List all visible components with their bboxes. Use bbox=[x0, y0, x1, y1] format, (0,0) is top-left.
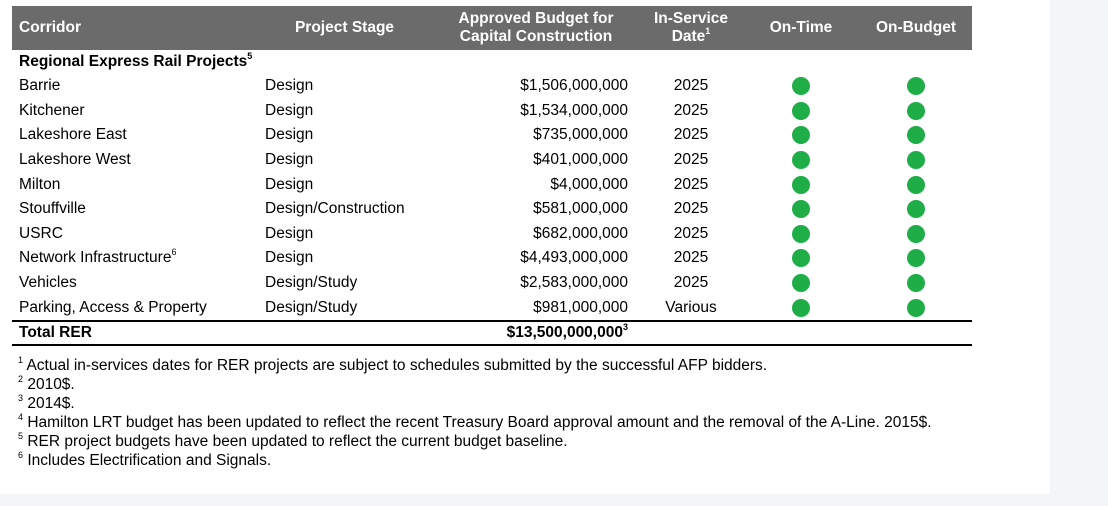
on-budget-cell bbox=[860, 222, 972, 247]
header-date-footnote-ref: 1 bbox=[705, 25, 711, 36]
footnote-text: Actual in-services dates for RER projects are subject to schedules submitted by the successful AFP bidders. bbox=[26, 357, 768, 374]
corridor-cell bbox=[12, 74, 257, 99]
on-time-cell bbox=[742, 197, 860, 222]
footnote bbox=[18, 451, 958, 470]
on-budget-status-dot bbox=[907, 151, 925, 169]
on-time-cell bbox=[742, 148, 860, 173]
project-stage-cell: Design/Study bbox=[265, 298, 358, 316]
header-date-line2: Date bbox=[671, 28, 706, 45]
in-service-date-cell: 2025 bbox=[673, 274, 709, 292]
corridor-footnote-ref: 6 bbox=[171, 247, 177, 258]
corridor-cell bbox=[12, 123, 257, 148]
total-onbudget-empty bbox=[860, 321, 972, 345]
in-service-date-cell: 2025 bbox=[673, 200, 709, 218]
table-row bbox=[12, 148, 972, 173]
on-budget-cell bbox=[860, 123, 972, 148]
on-time-cell bbox=[742, 222, 860, 247]
on-budget-status-dot bbox=[907, 274, 925, 292]
in-service-date-cell: 2025 bbox=[673, 175, 709, 193]
corridor-name: Lakeshore West bbox=[19, 151, 131, 169]
header-corridor: Corridor bbox=[12, 6, 257, 50]
on-time-cell bbox=[742, 172, 860, 197]
section-header-row bbox=[12, 50, 972, 74]
on-budget-cell bbox=[860, 74, 972, 99]
footnote-number: 4 bbox=[18, 411, 24, 422]
table-row bbox=[12, 99, 972, 124]
footnote bbox=[18, 432, 958, 451]
on-time-cell bbox=[742, 271, 860, 296]
corridor-cell bbox=[12, 99, 257, 124]
header-project-stage: Project Stage bbox=[257, 6, 432, 50]
table-row bbox=[12, 123, 972, 148]
on-time-cell bbox=[742, 99, 860, 124]
in-service-date-cell: 2025 bbox=[673, 77, 709, 95]
corridor-name: USRC bbox=[19, 224, 63, 242]
total-budget-footnote-ref: 3 bbox=[622, 321, 628, 332]
corridor-cell bbox=[12, 271, 257, 296]
on-budget-cell bbox=[860, 99, 972, 124]
corridor-cell bbox=[12, 197, 257, 222]
table-row bbox=[12, 271, 972, 296]
footnote-text: Hamilton LRT budget has been updated to reflect the recent Treasury Board approval amount and the removal of the A-Line. 2015$. bbox=[27, 414, 932, 431]
corridor-name: Stouffville bbox=[19, 200, 86, 218]
table-row bbox=[12, 74, 972, 99]
total-stage-empty bbox=[257, 321, 432, 345]
corridor-name: Parking, Access & Property bbox=[19, 298, 207, 316]
project-stage-cell: Design/Construction bbox=[265, 200, 405, 218]
on-time-status-dot bbox=[792, 126, 810, 144]
header-budget-line2: Capital Construction bbox=[459, 28, 613, 45]
header-in-service-date bbox=[640, 6, 742, 50]
total-budget: $13,500,000,000$^3$ bbox=[432, 321, 640, 345]
footnote-number: 5 bbox=[18, 430, 24, 441]
on-time-cell bbox=[742, 123, 860, 148]
corridor-cell bbox=[12, 246, 257, 271]
on-time-cell bbox=[742, 74, 860, 99]
table-row bbox=[12, 222, 972, 247]
footnotes bbox=[18, 356, 958, 470]
on-budget-cell bbox=[860, 246, 972, 271]
footnote-number: 1 bbox=[18, 354, 24, 365]
footnote bbox=[18, 394, 958, 413]
budget-cell: $1,534,000,000 bbox=[520, 101, 628, 119]
footnote-text: Includes Electrification and Signals. bbox=[27, 452, 272, 469]
in-service-date-cell: 2025 bbox=[673, 126, 709, 144]
on-time-status-dot bbox=[792, 200, 810, 218]
project-status-table bbox=[12, 6, 972, 346]
header-approved-budget bbox=[432, 6, 640, 50]
footnote-text: 2010$. bbox=[27, 376, 75, 393]
footnote-number: 3 bbox=[18, 392, 24, 403]
on-time-status-dot bbox=[792, 299, 810, 317]
on-budget-cell bbox=[860, 197, 972, 222]
project-stage-cell: Design bbox=[265, 101, 314, 119]
table-row bbox=[12, 197, 972, 222]
budget-cell: $581,000,000 bbox=[533, 200, 628, 218]
project-stage-cell: Design bbox=[265, 249, 314, 267]
on-time-status-dot bbox=[792, 77, 810, 95]
project-stage-cell: Design bbox=[265, 175, 314, 193]
on-budget-status-dot bbox=[907, 102, 925, 120]
project-stage-cell: Design/Study bbox=[265, 274, 358, 292]
project-stage-cell: Design bbox=[265, 77, 314, 95]
on-time-cell bbox=[742, 246, 860, 271]
corridor-name: Barrie bbox=[19, 77, 61, 95]
corridor-cell bbox=[12, 148, 257, 173]
budget-cell: $735,000,000 bbox=[533, 126, 628, 144]
on-budget-status-dot bbox=[907, 176, 925, 194]
budget-cell: $682,000,000 bbox=[533, 224, 628, 242]
in-service-date-cell: 2025 bbox=[673, 249, 709, 267]
on-time-cell bbox=[742, 295, 860, 321]
project-stage-cell: Design bbox=[265, 151, 314, 169]
footnote-number: 2 bbox=[18, 373, 24, 384]
project-status-table-container bbox=[12, 6, 972, 346]
on-budget-status-dot bbox=[907, 200, 925, 218]
budget-cell: $4,493,000,000 bbox=[520, 249, 628, 267]
budget-cell: $1,506,000,000 bbox=[520, 77, 628, 95]
section-footnote-ref: 5 bbox=[247, 50, 253, 61]
on-time-status-dot bbox=[792, 225, 810, 243]
header-on-time: On-Time bbox=[742, 6, 860, 50]
in-service-date-cell: 2025 bbox=[673, 224, 709, 242]
budget-cell: $2,583,000,000 bbox=[520, 274, 628, 292]
header-budget-line1: Approved Budget for bbox=[458, 10, 614, 27]
on-budget-status-dot bbox=[907, 225, 925, 243]
in-service-date-cell: Various bbox=[665, 298, 717, 316]
on-time-status-dot bbox=[792, 249, 810, 267]
on-budget-status-dot bbox=[907, 299, 925, 317]
corridor-name: Milton bbox=[19, 175, 61, 193]
total-row bbox=[12, 321, 972, 345]
corridor-name: Lakeshore East bbox=[19, 126, 127, 144]
section-title: Regional Express Rail Projects$^5$ bbox=[19, 50, 253, 70]
total-label: Total RER bbox=[12, 321, 257, 345]
corridor-cell bbox=[12, 172, 257, 197]
footnote bbox=[18, 413, 958, 432]
total-ontime-empty bbox=[742, 321, 860, 345]
on-budget-cell bbox=[860, 148, 972, 173]
table-header-row bbox=[12, 6, 972, 50]
project-stage-cell: Design bbox=[265, 126, 314, 144]
on-budget-status-dot bbox=[907, 77, 925, 95]
table-row bbox=[12, 172, 972, 197]
on-budget-cell bbox=[860, 295, 972, 321]
in-service-date-cell: 2025 bbox=[673, 101, 709, 119]
on-budget-cell bbox=[860, 172, 972, 197]
footnote bbox=[18, 375, 958, 394]
on-budget-status-dot bbox=[907, 249, 925, 267]
budget-cell: $4,000,000 bbox=[550, 175, 628, 193]
on-time-status-dot bbox=[792, 102, 810, 120]
header-date-line1: In-Service bbox=[653, 10, 729, 27]
on-time-status-dot bbox=[792, 274, 810, 292]
in-service-date-cell: 2025 bbox=[673, 151, 709, 169]
total-date-empty bbox=[640, 321, 742, 345]
table-row bbox=[12, 295, 972, 321]
budget-cell: $981,000,000 bbox=[533, 298, 628, 316]
on-time-status-dot bbox=[792, 176, 810, 194]
on-time-status-dot bbox=[792, 151, 810, 169]
footnote-number: 6 bbox=[18, 449, 24, 460]
corridor-name: Vehicles bbox=[19, 274, 77, 292]
footnote-text: 2014$. bbox=[27, 395, 75, 412]
header-on-budget: On-Budget bbox=[860, 6, 972, 50]
corridor-name: Kitchener bbox=[19, 101, 85, 119]
table-row bbox=[12, 246, 972, 271]
project-stage-cell: Design bbox=[265, 224, 314, 242]
on-budget-status-dot bbox=[907, 126, 925, 144]
footnote bbox=[18, 356, 958, 375]
corridor-cell bbox=[12, 295, 257, 321]
on-budget-cell bbox=[860, 271, 972, 296]
footnote-text: RER project budgets have been updated to reflect the current budget baseline. bbox=[27, 433, 568, 450]
budget-cell: $401,000,000 bbox=[533, 151, 628, 169]
corridor-cell bbox=[12, 222, 257, 247]
corridor-name: Network Infrastructure bbox=[19, 249, 172, 267]
